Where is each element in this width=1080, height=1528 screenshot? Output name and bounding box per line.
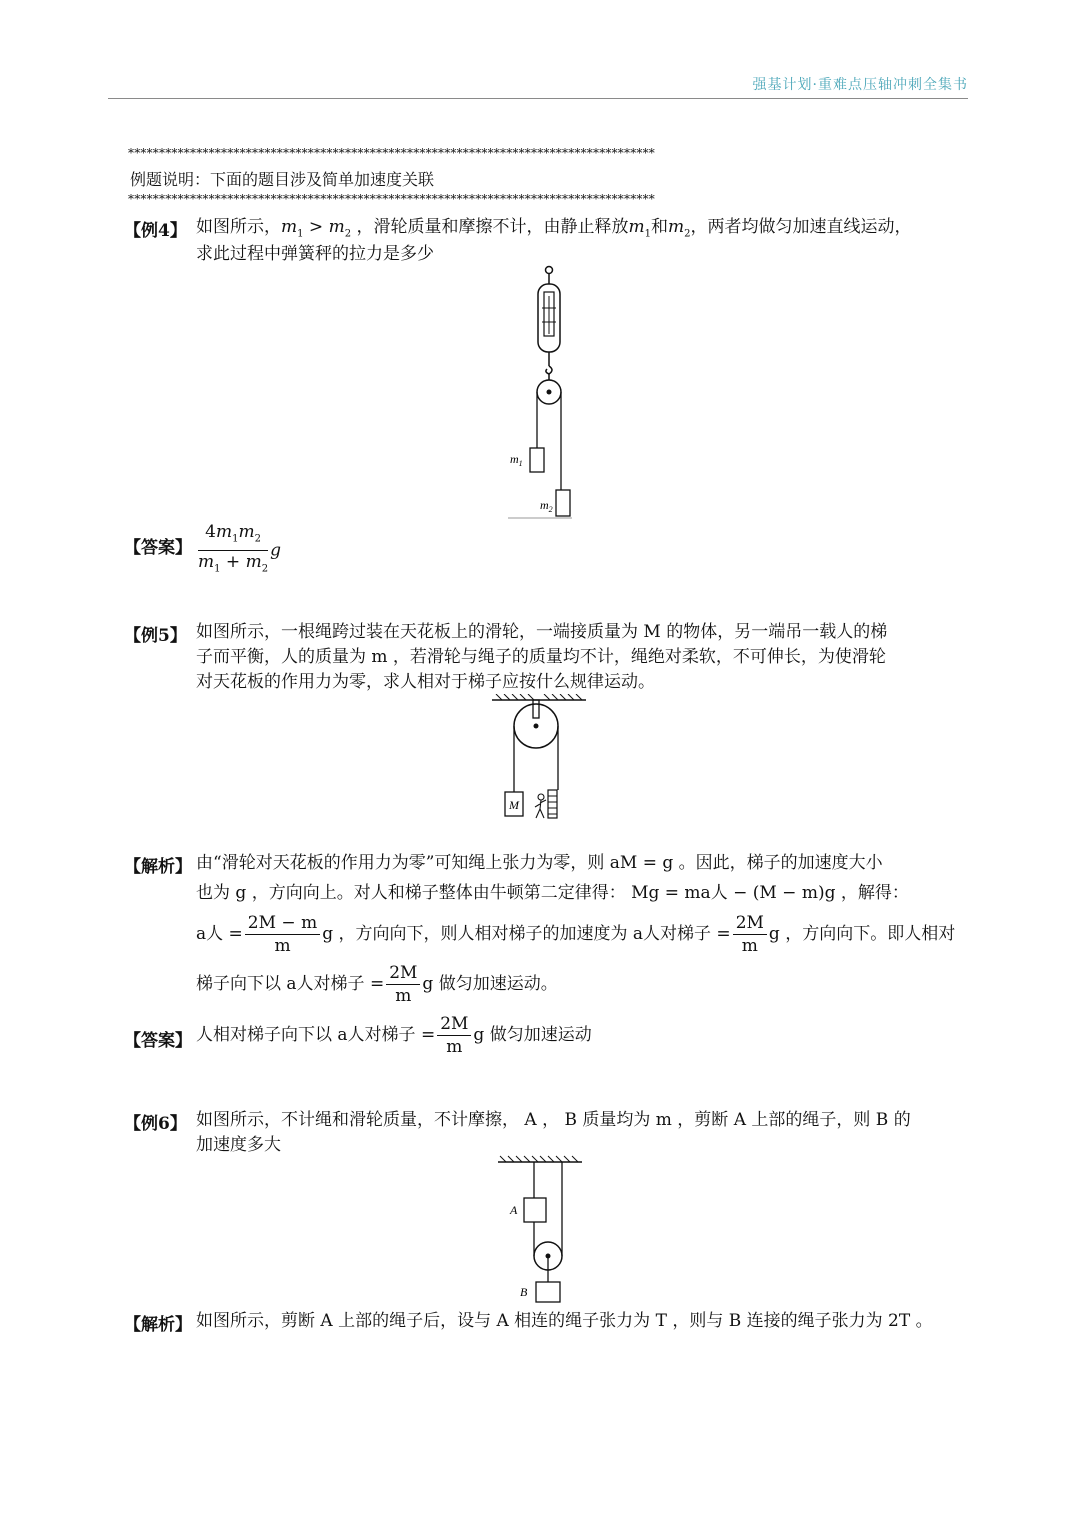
ex5-analysis-label: 【解析】 (124, 857, 192, 877)
ex6-figure-pulley-blocks (494, 1152, 586, 1304)
page-header (108, 74, 968, 99)
ex6-fig-B-label: B (520, 1285, 528, 1299)
intro-text: 例题说明：下面的题目涉及简单加速度关联 (130, 170, 435, 189)
ex5-figure-pulley-ladder (488, 694, 592, 822)
ex5-analysis-line2: 也为 g ，方向向上。对人和梯子整体由牛顿第二定律得： Mg = ma人 − (M − m)g ，解得： (196, 883, 909, 903)
ex5-label: 【例5】 (124, 626, 187, 646)
ex4-fig-m1-label: $m_1$ (510, 452, 523, 468)
ex5-answer-label: 【答案】 (124, 1031, 192, 1051)
ex5-analysis-line3: a人 = $\frac{2M - m}{m}$ g ，方向向下，则人相对梯子的加速度为 a人对梯子 = $\frac{2M}{m}$ g ，方向向下。即人相对 (196, 913, 956, 956)
header-title: 强基计划·重难点压轴冲刺全集书 (752, 77, 968, 93)
ex5-question-line1: 如图所示，一根绳跨过装在天花板上的滑轮，一端接质量为 M 的物体，另一端吊一载人的梯 (196, 622, 888, 642)
ex6-label: 【例6】 (124, 1114, 187, 1134)
ex4-answer-denominator: $m_1 + m_2$ (198, 552, 269, 575)
ex5-question-line3: 对天花板的作用力为零，求人相对于梯子应按什么规律运动。 (196, 672, 655, 692)
ex6-fig-A-label: A (510, 1203, 518, 1217)
ex5-fig-M-label: M (509, 798, 519, 812)
ex5-answer: 人相对梯子向下以 a人对梯子 = $\frac{2M}{m}$ g 做匀加速运动 (196, 1014, 592, 1057)
ex6-analysis-label: 【解析】 (124, 1315, 192, 1335)
ex4-answer-numerator: $4m_1m_2$ (198, 521, 268, 551)
ex6-question-line1: 如图所示，不计绳和滑轮质量，不计摩擦， A ， B 质量均为 m ，剪断 A 上部的绳子，则 B 的 (196, 1110, 911, 1130)
ex5-analysis-line1: 由“滑轮对天花板的作用力为零”可知绳上张力为零，则 aM = g 。因此，梯子的加速度大小 (196, 853, 883, 873)
divider-stars-top: ************************************************************************************* (128, 146, 655, 160)
ex4-question-line1: 如图所示，$m_1 > m_2$ ，滑轮质量和摩擦不计，由静止释放$m_1$和$m_2$，两者均做匀加速直线运动， (196, 217, 912, 240)
ex4-question-line2: 求此过程中弹簧秤的拉力是多少 (196, 244, 434, 264)
ex5-analysis-line4: 梯子向下以 a人对梯子 = $\frac{2M}{m}$ g 做匀加速运动。 (196, 963, 558, 1006)
divider-stars-bottom: ************************************************************************************* (128, 192, 655, 206)
ex5-question-line2: 子而平衡，人的质量为 m ，若滑轮与绳子的质量均不计，绳绝对柔软，不可伸长，为使滑轮 (196, 647, 886, 667)
ex4-label: 【例4】 (124, 221, 187, 241)
ex6-analysis-line1: 如图所示，剪断 A 上部的绳子后，设与 A 相连的绳子张力为 T ，则与 B 连接的绳子张力为 2T 。 (196, 1311, 933, 1331)
ex4-figure-spring-scale-pulley (500, 262, 590, 522)
ex4-answer-label: 【答案】 (124, 538, 192, 558)
ex4-answer: $\frac{4m_1m_2}{m_1 + m_2}$ g (196, 521, 281, 581)
ex4-fig-m2-label: $m_2$ (540, 498, 553, 514)
ex6-question-line2: 加速度多大 (196, 1135, 281, 1155)
